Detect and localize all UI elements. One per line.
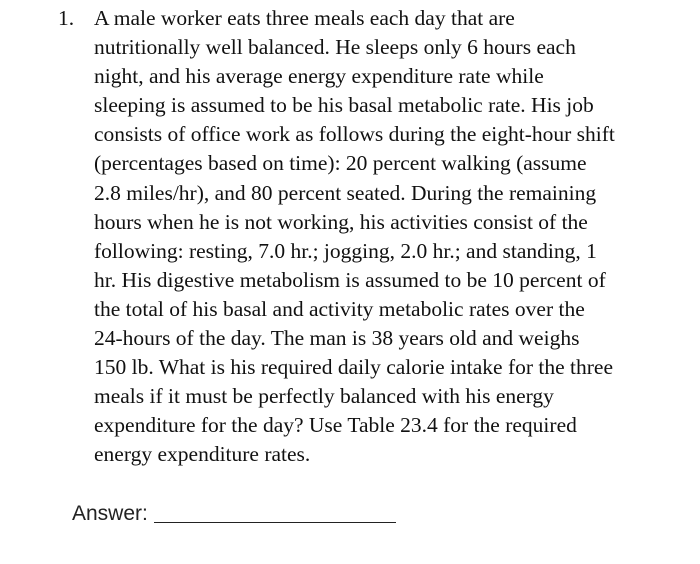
problem-line: nutritionally well balanced. He sleeps only 6 hours each [94, 35, 576, 60]
problem-line: 150 lb. What is his required daily calorie intake for the three [94, 355, 614, 380]
problem-line: 2.8 miles/hr), and 80 percent seated. During the remaining [94, 180, 597, 205]
problem-text [94, 4, 694, 470]
problem-line: hr. His digestive metabolism is assumed to be 10 percent of [94, 267, 606, 292]
problem-line: (percentages based on time): 20 percent walking (assume [94, 151, 587, 176]
problem-line: 24-hours of the day. The man is 38 years old and weighs [94, 326, 580, 351]
problem-line: meals if it must be perfectly balanced with his energy [94, 384, 554, 409]
answer-row [72, 500, 396, 528]
problem-line: consists of office work as follows during the eight-hour shift [94, 122, 615, 147]
problem-line: A male worker eats three meals each day that are [94, 6, 515, 30]
problem-line: expenditure for the day? Use Table 23.4 for the required [94, 413, 577, 438]
problem-line: night, and his average energy expenditure rate while [94, 64, 544, 89]
answer-label: Answer: [72, 502, 148, 525]
answer-blank-line[interactable] [154, 521, 396, 523]
problem-line: sleeping is assumed to be his basal metabolic rate. His job [94, 93, 594, 118]
problem-line: energy expenditure rates. [94, 442, 311, 467]
problem-line: the total of his basal and activity metabolic rates over the [94, 296, 585, 321]
problem-line: following: resting, 7.0 hr.; jogging, 2.0 hr.; and standing, 1 [94, 238, 597, 263]
problem-number: 1. [58, 6, 75, 30]
problem-line: hours when he is not working, his activities consist of the [94, 209, 588, 234]
